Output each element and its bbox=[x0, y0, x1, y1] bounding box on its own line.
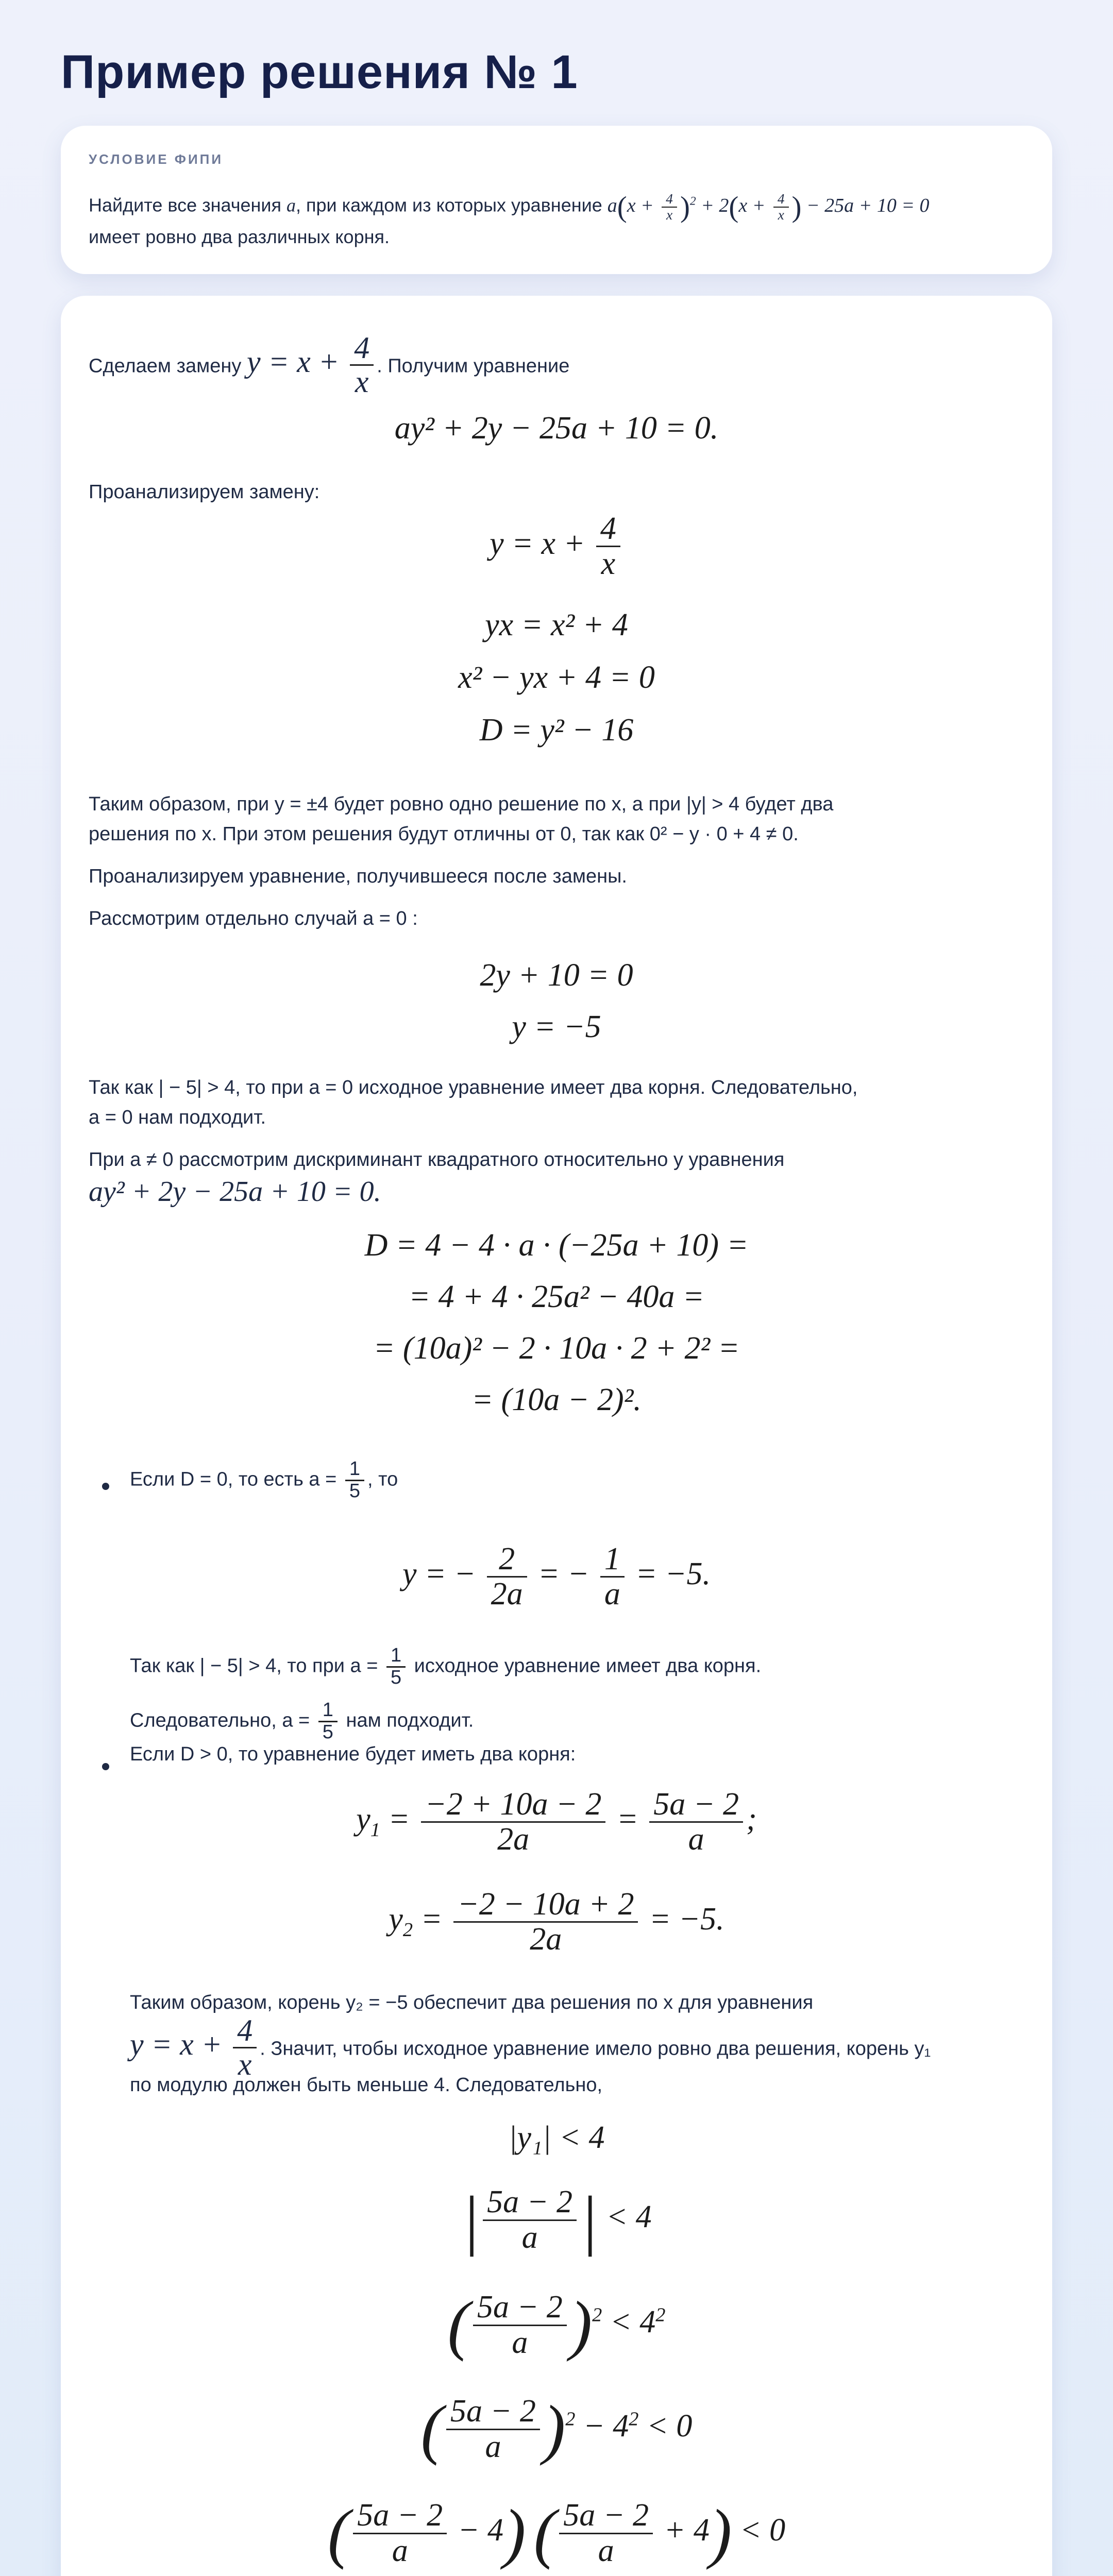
page-title: Пример решения № 1 bbox=[61, 46, 578, 98]
bullet-item: Если D > 0, то уравнение будет иметь два корня: bbox=[130, 1743, 576, 1765]
solution-paragraph: Рассмотрим отдельно случай a = 0 : bbox=[89, 908, 418, 929]
solution-paragraph: решения по x. При этом решения будут отличны от 0, так как 0² − y · 0 + 4 ≠ 0. bbox=[89, 823, 799, 845]
bullet-item: Если D = 0, то есть a = $\frac{1}{5}$ , то bbox=[130, 1458, 398, 1502]
equation: y = − $\frac{2}{2a}$ = − $\frac{1}{a}$ = −5. bbox=[402, 1541, 711, 1612]
equation: D = 4 − 4 · a · (−25a + 10) = bbox=[364, 1228, 749, 1263]
solution-paragraph: a = 0 нам подходит. bbox=[89, 1107, 266, 1128]
equation-y2: $y_2$ = $\frac{-2 - 10a + 2}{2a}$ = −5. bbox=[389, 1887, 724, 1957]
inequality: |y₁| < 4 bbox=[508, 2120, 605, 2155]
solution-paragraph: Сделаем замену y = x + $\frac{4}{x}$ . Получим уравнение bbox=[89, 331, 570, 399]
equation: x² − yx + 4 = 0 bbox=[458, 660, 655, 695]
solution-paragraph: y = x + $\frac{4}{x}$ . Значит, чтобы исходное уравнение имело ровно два решения, корень y₁ bbox=[130, 2013, 931, 2081]
equation-substituted: ay² + 2y − 25a + 10 = 0. bbox=[394, 411, 719, 446]
equation-inline: ay² + 2y − 25a + 10 = 0. bbox=[89, 1176, 381, 1208]
solution-paragraph: Следовательно, a = $\frac{1}{5}$ нам подходит. bbox=[130, 1699, 474, 1743]
inequality: ( $\frac{5a - 2}{a}$ )$^2 - 4^2 < 0$ bbox=[420, 2392, 693, 2466]
solution-paragraph: Таким образом, корень y₂ = −5 обеспечит два решения по x для уравнения bbox=[130, 1992, 814, 2013]
equation: = 4 + 4 · 25a² − 40a = bbox=[409, 1279, 704, 1314]
inequality: | $\frac{5a - 2}{a}$ | < 4 bbox=[461, 2183, 652, 2257]
solution-paragraph: Так как | − 5| > 4, то при a = 0 исходное уравнение имеет два корня. Следовательно, bbox=[89, 1077, 858, 1098]
condition-text: Найдите все значения a, при каждом из которых уравнение a(x + $\frac{4}{x}$ )$^2$ + 2(x + $\frac{4}{x}$ ) − 25a + 10 = 0 имеет ровно два различных корня. bbox=[89, 190, 930, 247]
solution-paragraph: Проанализируем замену: bbox=[89, 481, 320, 503]
solution-paragraph: Так как | − 5| > 4, то при a = $\frac{1}{5}$ исходное уравнение имеет два корня. bbox=[130, 1645, 762, 1688]
equation: = (10a)² − 2 · 10a · 2 + 2² = bbox=[373, 1331, 740, 1366]
inequality: ( $\frac{5a - 2}{a}$ )$^2 < 4^2$ bbox=[447, 2288, 666, 2362]
solution-card bbox=[61, 296, 1052, 2576]
bullet-icon bbox=[102, 1483, 109, 1490]
inequality: ( $\frac{5a - 2}{a}$ − 4) ( $\frac{5a - 2}{a}$ + 4) < 0 bbox=[327, 2496, 786, 2570]
equation: = (10a − 2)². bbox=[471, 1382, 642, 1417]
equation: yx = x² + 4 bbox=[485, 607, 628, 642]
equation: 2y + 10 = 0 bbox=[480, 958, 633, 993]
solution-paragraph: Проанализируем уравнение, получившееся после замены. bbox=[89, 866, 627, 887]
solution-paragraph: При a ≠ 0 рассмотрим дискриминант квадратного относительно y уравнения bbox=[89, 1149, 785, 1171]
equation: D = y² − 16 bbox=[479, 713, 634, 748]
bullet-icon bbox=[102, 1763, 109, 1770]
condition-equation: a(x + $\frac{4}{x}$ )$^2$ + 2(x + $\frac{4}{x}$ ) − 25a + 10 = 0 bbox=[607, 190, 930, 223]
solution-paragraph: по модулю должен быть меньше 4. Следовательно, bbox=[130, 2074, 603, 2096]
condition-label: УСЛОВИЕ ФИПИ bbox=[89, 151, 224, 167]
equation-y1: $y_1$ = $\frac{-2 + 10a - 2}{2a}$ = $\frac{5a - 2}{a}$ ; bbox=[356, 1787, 757, 1857]
equation: y = −5 bbox=[512, 1009, 601, 1044]
solution-paragraph: Таким образом, при y = ±4 будет ровно одно решение по x, а при |y| > 4 будет два bbox=[89, 793, 834, 815]
condition-card bbox=[61, 126, 1052, 274]
equation: y = x + $\frac{4}{x}$ bbox=[61, 512, 1052, 581]
